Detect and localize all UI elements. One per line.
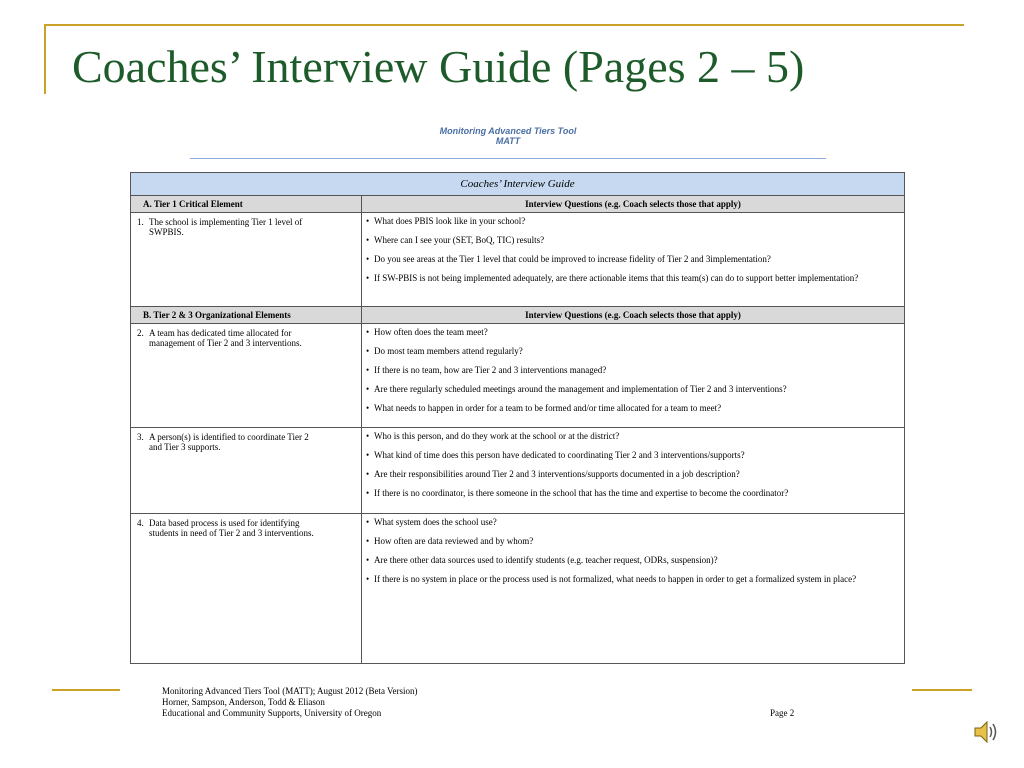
question-item: • Are there other data sources used to identify students (e.g. teacher request, ODRs, suspension)? [366, 555, 900, 565]
question-item: • Do you see areas at the Tier 1 level that could be improved to increase fidelity of Tier 2 and 3implementation? [366, 254, 900, 264]
document-header [190, 126, 826, 146]
question-item: • What does PBIS look like in your school? [366, 216, 900, 226]
questions-cell [362, 514, 905, 664]
question-item: • Are there regularly scheduled meetings around the management and implementation of Tier 2 and 3 interventions? [366, 384, 900, 394]
frame-top-rule [44, 24, 964, 26]
element-number: 1. [137, 217, 144, 227]
footer-line-2: Horner, Sampson, Anderson, Todd & Eliason [162, 697, 325, 707]
element-number: 4. [137, 518, 144, 528]
element-number: 2. [137, 328, 144, 338]
footer-left-rule [52, 689, 120, 691]
section-a-questions-header: Interview Questions (e.g. Coach selects those that apply) [362, 196, 905, 213]
element-text: The school is implementing Tier 1 level of [149, 217, 303, 227]
element-cell [131, 324, 362, 428]
question-item: • Do most team members attend regularly? [366, 346, 900, 356]
element-text: Data based process is used for identifying [149, 518, 300, 528]
frame-left-rule [44, 24, 46, 94]
section-header-row [131, 196, 905, 213]
question-item: • Who is this person, and do they work at the school or at the district? [366, 431, 900, 441]
questions-cell [362, 324, 905, 428]
question-item: • If there is no system in place or the process used is not formalized, what needs to happen in order to get a formalized system in place? [366, 574, 900, 584]
section-a-header: A. Tier 1 Critical Element [131, 196, 362, 213]
speaker-icon[interactable] [972, 718, 1000, 746]
question-item: • How often does the team meet? [366, 327, 900, 337]
question-item: • What needs to happen in order for a team to be formed and/or time allocated for a team to meet? [366, 403, 900, 413]
element-text: A team has dedicated time allocated for [149, 328, 292, 338]
question-item: • Where can I see your (SET, BoQ, TIC) results? [366, 235, 900, 245]
table-row [131, 213, 905, 307]
page-number: Page 2 [770, 708, 795, 718]
section-b-header: B. Tier 2 & 3 Organizational Elements [131, 307, 362, 324]
table-row [131, 324, 905, 428]
question-item: • What kind of time does this person have dedicated to coordinating Tier 2 and 3 interventions/supports? [366, 450, 900, 460]
element-number: 3. [137, 432, 144, 442]
document-footer [162, 686, 822, 719]
document-header-title: Monitoring Advanced Tiers Tool [439, 126, 577, 136]
footer-line-3: Educational and Community Supports, University of Oregon [162, 708, 382, 718]
table-title: Coaches’ Interview Guide [131, 173, 905, 196]
element-cell [131, 428, 362, 514]
document-header-acronym: MATT [495, 136, 521, 146]
question-item: • If there is no coordinator, is there someone in the school that has the time and expertise to become the coordinator? [366, 488, 900, 498]
section-b-questions-header: Interview Questions (e.g. Coach selects those that apply) [362, 307, 905, 324]
question-item: • If SW-PBIS is not being implemented adequately, are there actionable items that this team(s) can do to support better implementation? [366, 273, 900, 283]
table-row [131, 428, 905, 514]
slide-title: Coaches’ Interview Guide (Pages 2 – 5) [72, 41, 805, 92]
question-item: • What system does the school use? [366, 517, 900, 527]
questions-cell [362, 213, 905, 307]
element-cell [131, 514, 362, 664]
questions-cell [362, 428, 905, 514]
element-cell [131, 213, 362, 307]
footer-right-rule [912, 689, 972, 691]
table-title-row [131, 173, 905, 196]
interview-guide-table [130, 172, 905, 664]
element-text-cont: management of Tier 2 and 3 interventions. [149, 338, 302, 348]
section-header-row [131, 307, 905, 324]
table-row [131, 514, 905, 664]
question-item: • Are their responsibilities around Tier 2 and 3 interventions/supports documented in a job description? [366, 469, 900, 479]
footer-line-1: Monitoring Advanced Tiers Tool (MATT); August 2012 (Beta Version) [162, 686, 418, 696]
element-text: A person(s) is identified to coordinate Tier 2 [149, 432, 309, 442]
question-item: • How often are data reviewed and by whom? [366, 536, 900, 546]
document-header-rule [190, 158, 826, 159]
question-item: • If there is no team, how are Tier 2 and 3 interventions managed? [366, 365, 900, 375]
element-text-cont: students in need of Tier 2 and 3 interventions. [149, 528, 314, 538]
element-text-cont: SWPBIS. [149, 227, 184, 237]
element-text-cont: and Tier 3 supports. [149, 442, 221, 452]
